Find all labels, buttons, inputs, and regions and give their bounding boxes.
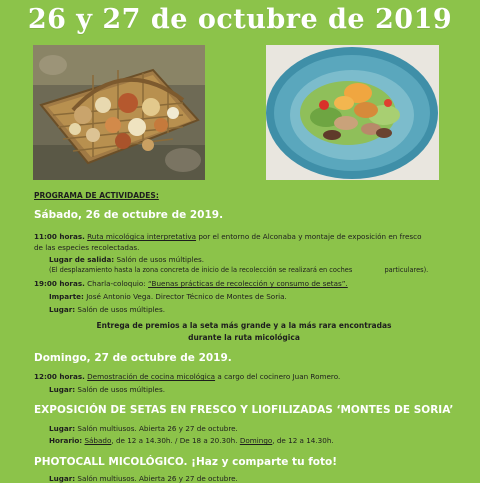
saturday-item-1-place [49,255,204,264]
sunday-time: 12:00 horas. [34,372,85,381]
saturday-item-2-place [49,305,165,314]
saturday-item-2-line [34,279,348,288]
speaker-label: Imparte: [49,292,84,301]
sunday-heading: Domingo, 27 de octubre de 2019. [34,352,232,364]
photocall-place [49,474,238,483]
saturday-speaker [49,292,287,301]
event-dates-title: 26 y 27 de octubre de 2019 [27,4,453,35]
saturday-item-1-line-1 [34,232,421,241]
sunday-cooking-link[interactable]: Demostración de cocina micológica [87,372,216,381]
place-label: Lugar: [49,385,76,394]
place-value: Salón multiusos. Abierta 26 y 27 de octubre. [77,424,238,433]
saturday-label: Sábado [84,436,112,445]
transport-note-b: particulares). [384,266,429,274]
place-label: Lugar: [49,305,76,314]
awards-note-line-1: Entrega de premios a la seta más grande y a la más rara encontradas [96,321,392,330]
speaker-value: José Antonio Vega. Director Técnico de Montes de Soria. [86,292,287,301]
sunday-item-line [34,372,340,381]
exhibition-place [49,424,238,433]
transport-note-a: (El desplazamiento hasta la zona concreta de inicio de la recolección se realizará en coches [49,266,353,274]
sunday-hours: , de 12 a 14.30h. [272,436,334,445]
sunday-place [49,385,165,394]
saturday-item-2-time: 19:00 horas. [34,279,85,288]
sunday-label: Domingo [239,436,273,445]
place-label: Lugar: [49,474,76,483]
awards-note-line-2: durante la ruta micológica [188,333,300,342]
place-label: Lugar: [49,424,76,433]
saturday-heading: Sábado, 26 de octubre de 2019. [34,209,224,221]
place-value: Salón de usos múltiples. [116,255,205,264]
mushroom-dish-photo [266,45,439,180]
saturday-route-link[interactable]: Ruta micológica interpretativa [87,232,197,241]
place-label: Lugar de salida: [49,255,115,264]
saturday-transport-note [49,266,428,274]
saturday-hours: , de 12 a 14.30h. / De 18 a 20.30h. [111,436,238,445]
place-value: Salón multiusos. Abierta 26 y 27 de octubre. [77,474,238,483]
exhibition-heading: EXPOSICIÓN DE SETAS EN FRESCO Y LIOFILIZADAS ‘MONTES DE SORIA’ [34,404,454,416]
saturday-item-1-text: por el entorno de Alconaba y montaje de exposición en fresco [198,232,422,241]
sunday-text: a cargo del cocinero Juan Romero. [217,372,341,381]
mushroom-basket-photo [33,45,205,180]
exhibition-hours [49,436,334,445]
place-value: Salón de usos múltiples. [77,305,165,314]
saturday-item-1-time: 11:00 horas. [34,232,85,241]
saturday-item-2-text: Charla-coloquio: [87,279,146,288]
program-title: PROGRAMA DE ACTIVIDADES: [34,191,159,200]
saturday-item-1-text-b: de las especies recolectadas. [34,243,140,252]
photocall-heading: PHOTOCALL MICOLÓGICO. ¡Haz y comparte tu foto! [34,456,338,468]
place-value: Salón de usos múltiples. [77,385,165,394]
saturday-talk-link[interactable]: “Buenas prácticas de recolección y consumo de setas”. [148,279,348,288]
hours-label: Horario: [49,436,83,445]
